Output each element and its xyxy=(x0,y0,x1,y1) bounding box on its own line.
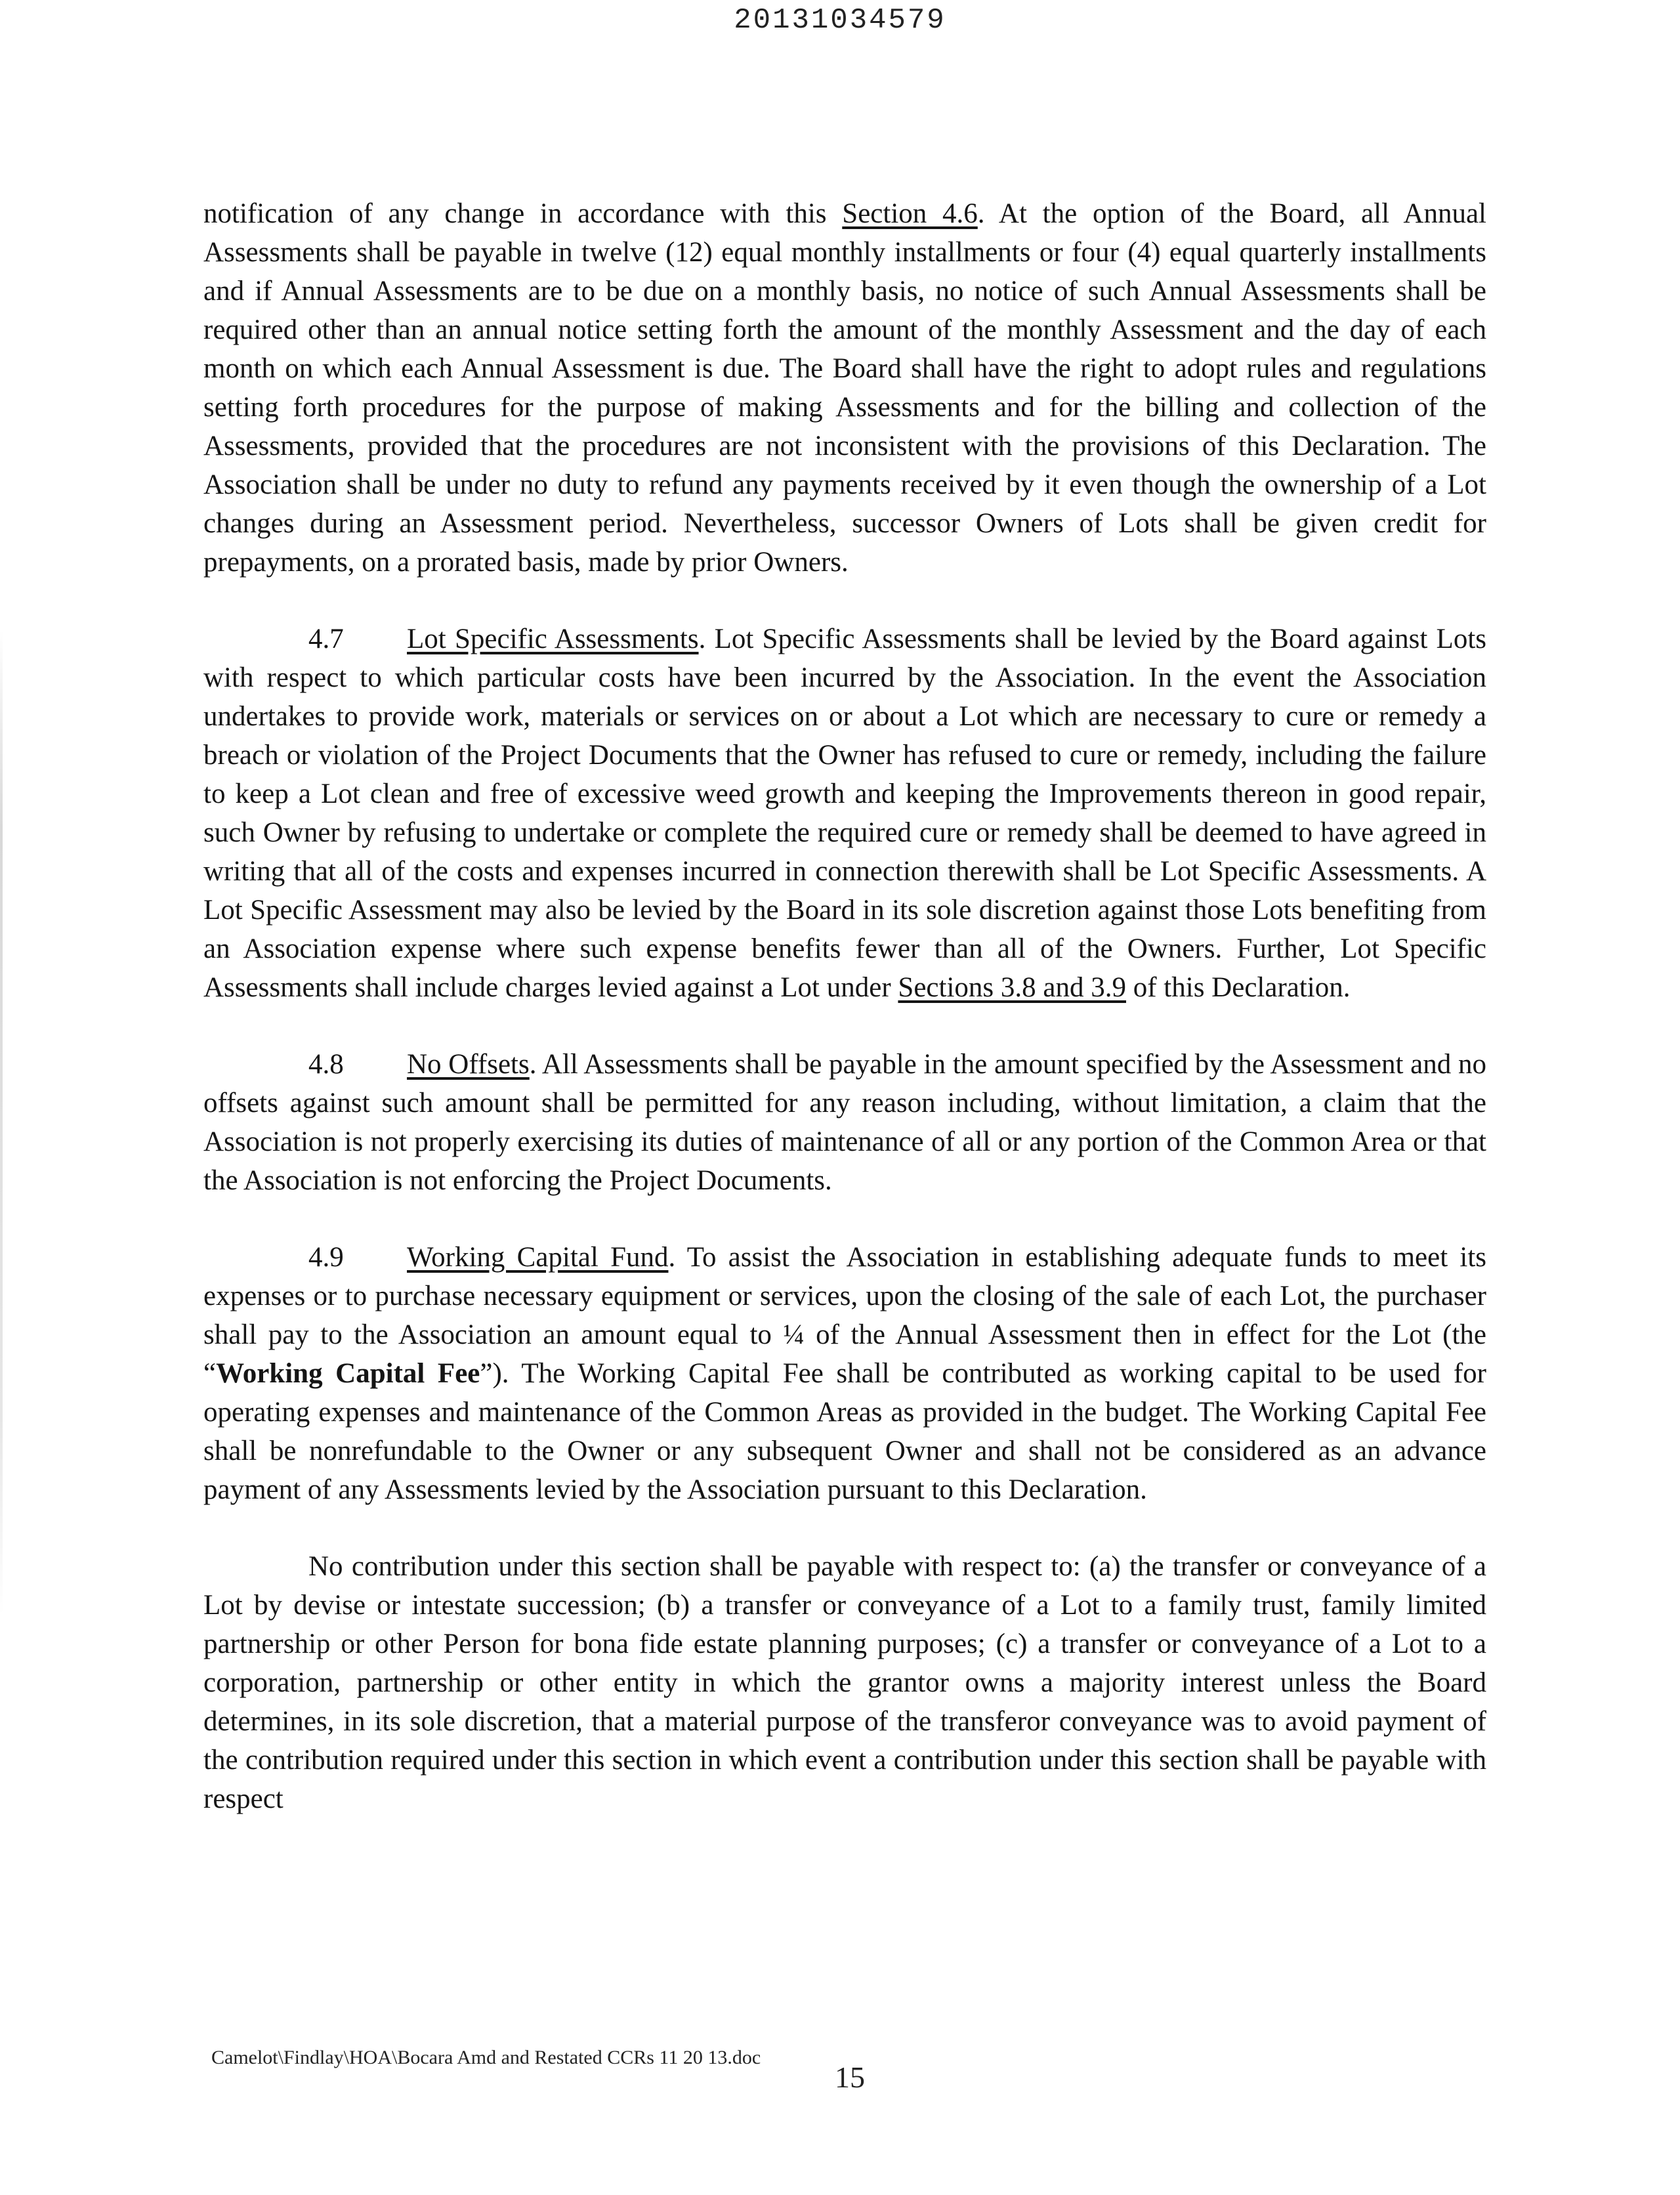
page-number: 15 xyxy=(835,2060,865,2094)
footer-file-path: Camelot\Findlay\HOA\Bocara Amd and Restated CCRs 11 20 13.doc xyxy=(211,2047,761,2068)
section-number: 4.7 xyxy=(308,624,344,654)
document-number: 20131034579 xyxy=(734,4,946,37)
section-heading: No Offsets xyxy=(407,1049,530,1080)
section-reference-link: Sections 3.8 and 3.9 xyxy=(898,972,1126,1003)
section-4-7: 4.7 Lot Specific Assessments. Lot Specific Assessments shall be levied by the Board against Lots with respect to which particular costs have been incurred by the Association. In the event the Association undertakes to provide work, materials or services on or about a Lot which are necessary to cure or remedy a breach or violation of the Project Documents that the Owner has refused to cure or remedy, including the failure to keep a Lot clean and free of excessive weed growth and keeping the Improvements thereon in good repair, such Owner by refusing to undertake or complete the required cure or remedy shall be deemed to have agreed in writing that all of the costs and expenses incurred in connection therewith shall be Lot Specific Assessments. A Lot Specific Assessment may also be levied by the Board in its sole discretion against those Lots benefiting from an Association expense where such expense benefits fewer than all of the Owners. Further, Lot Specific Assessments shall include charges levied against a Lot under Sections 3.8 and 3.9 of this Declaration. xyxy=(203,620,1486,1007)
section-4-9: 4.9 Working Capital Fund. To assist the Association in establishing adequate funds to meet its expenses or to purchase necessary equipment or services, upon the closing of the sale of each Lot, the purchaser shall pay to the Association an amount equal to ¼ of the Annual Assessment then in effect for the Lot (the “Working Capital Fee”). The Working Capital Fee shall be contributed as working capital to be used for operating expenses and maintenance of the Common Areas as provided in the budget. The Working Capital Fee shall be nonrefundable to the Owner or any subsequent Owner and shall not be considered as an advance payment of any Assessments levied by the Association pursuant to this Declaration. xyxy=(203,1238,1486,1509)
document-body xyxy=(203,194,1486,1856)
paragraph-contribution-exceptions: No contribution under this section shall be payable with respect to: (a) the transfer or conveyance of a Lot by devise or intestate succession; (b) a transfer or conveyance of a Lot to a family trust, family limited partnership or other Person for bona fide estate planning purposes; (c) a transfer or conveyance of a Lot to a corporation, partnership or other entity in which the grantor owns a majority interest unless the Board determines, in its sole discretion, that a material purpose of the transferor conveyance was to avoid payment of the contribution required under this section in which event a contribution under this section shall be payable with respect xyxy=(203,1551,1486,1814)
section-reference-link: Section 4.6 xyxy=(842,198,978,229)
section-heading: Working Capital Fund xyxy=(407,1242,669,1273)
section-4-8: 4.8 No Offsets. All Assessments shall be payable in the amount specified by the Assessment and no offsets against such amount shall be permitted for any reason including, without limitation, a claim that the Association is not properly exercising its duties of maintenance of all or any portion of the Common Area or that the Association is not enforcing the Project Documents. xyxy=(203,1045,1486,1200)
section-number: 4.8 xyxy=(308,1049,344,1080)
scan-edge-shadow xyxy=(0,630,3,1615)
defined-term: Working Capital Fee xyxy=(216,1358,480,1389)
section-number: 4.9 xyxy=(308,1242,344,1273)
paragraph-assessment-payment: notification of any change in accordance with this Section 4.6. At the option of the Board, all Annual Assessments shall be payable in twelve (12) equal monthly installments or four (4) equal quarterly installments and if Annual Assessments are to be due on a monthly basis, no notice of such Annual Assessments shall be required other than an annual notice setting forth the amount of the monthly Assessment and the day of each month on which each Annual Assessment is due. The Board shall have the right to adopt rules and regulations setting forth procedures for the purpose of making Assessments and for the billing and collection of the Assessments, provided that the procedures are not inconsistent with the provisions of this Declaration. The Association shall be under no duty to refund any payments received by it even though the ownership of a Lot changes during an Assessment period. Nevertheless, successor Owners of Lots shall be given credit for prepayments, on a prorated basis, made by prior Owners. xyxy=(203,198,1486,578)
section-heading: Lot Specific Assessments xyxy=(407,624,699,654)
